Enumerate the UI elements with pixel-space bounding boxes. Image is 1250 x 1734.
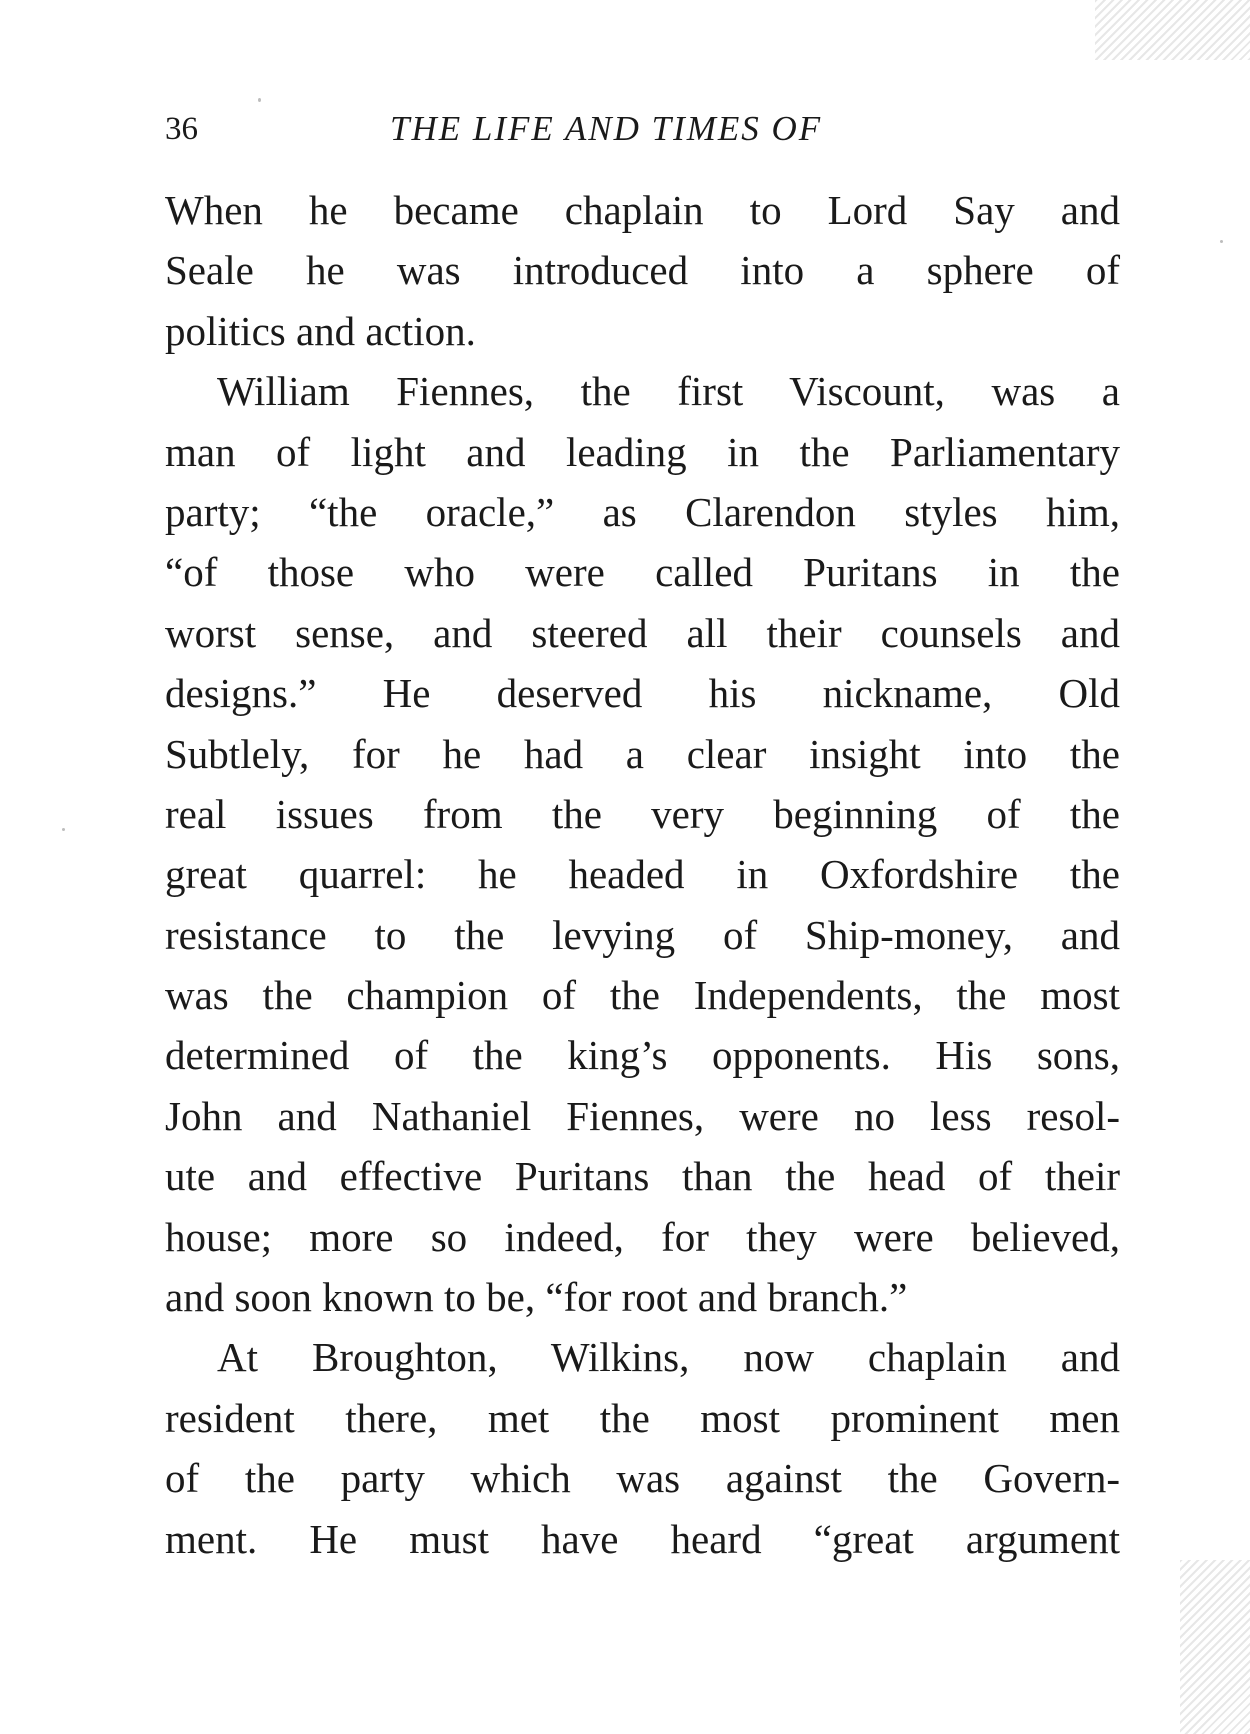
text-line: ute and effective Puritans than the head of their <box>165 1153 1120 1200</box>
text-line: resident there, met the most prominent men <box>165 1394 1120 1441</box>
text-line: worst sense, and steered all their counsels and <box>165 609 1120 656</box>
text-line: Subtlely, for he had a clear insight into the <box>165 730 1120 777</box>
text-line: Seale he was introduced into a sphere of <box>165 247 1120 294</box>
text-line: house; more so indeed, for they were believed, <box>165 1213 1120 1260</box>
text-line: determined of the king’s opponents. His sons, <box>165 1032 1120 1079</box>
text-line: politics and action. <box>165 307 476 354</box>
scan-speck <box>258 98 261 102</box>
text-line: party; “the oracle,” as Clarendon styles him, <box>165 488 1120 535</box>
text-line: ment. He must have heard “great argument <box>165 1515 1120 1562</box>
text-line: At Broughton, Wilkins, now chaplain and <box>217 1334 1120 1381</box>
scan-speck <box>1220 240 1223 243</box>
scan-edge-noise-bottom <box>1180 1560 1250 1734</box>
page-header <box>165 104 1120 154</box>
text-line: was the champion of the Independents, the most <box>165 972 1120 1019</box>
text-line: of the party which was against the Govern- <box>165 1455 1120 1502</box>
scan-speck <box>62 828 65 831</box>
text-line: designs.” He deserved his nickname, Old <box>165 670 1120 717</box>
text-line: real issues from the very beginning of the <box>165 790 1120 837</box>
text-line: man of light and leading in the Parliamentary <box>165 428 1120 475</box>
text-line: and soon known to be, “for root and branch.” <box>165 1274 908 1321</box>
page-number: 36 <box>165 111 198 147</box>
text-line: John and Nathaniel Fiennes, were no less resol- <box>165 1092 1120 1139</box>
text-line: “of those who were called Puritans in the <box>165 549 1120 596</box>
text-line: great quarrel: he headed in Oxfordshire the <box>165 851 1120 898</box>
text-line: resistance to the levying of Ship-money, and <box>165 911 1120 958</box>
scan-edge-noise-top <box>1095 0 1250 60</box>
body-text <box>165 180 1120 1569</box>
text-line: William Fiennes, the first Viscount, was a <box>217 368 1120 415</box>
text-line: When he became chaplain to Lord Say and <box>165 187 1120 233</box>
running-head: THE LIFE AND TIMES OF <box>390 109 823 148</box>
